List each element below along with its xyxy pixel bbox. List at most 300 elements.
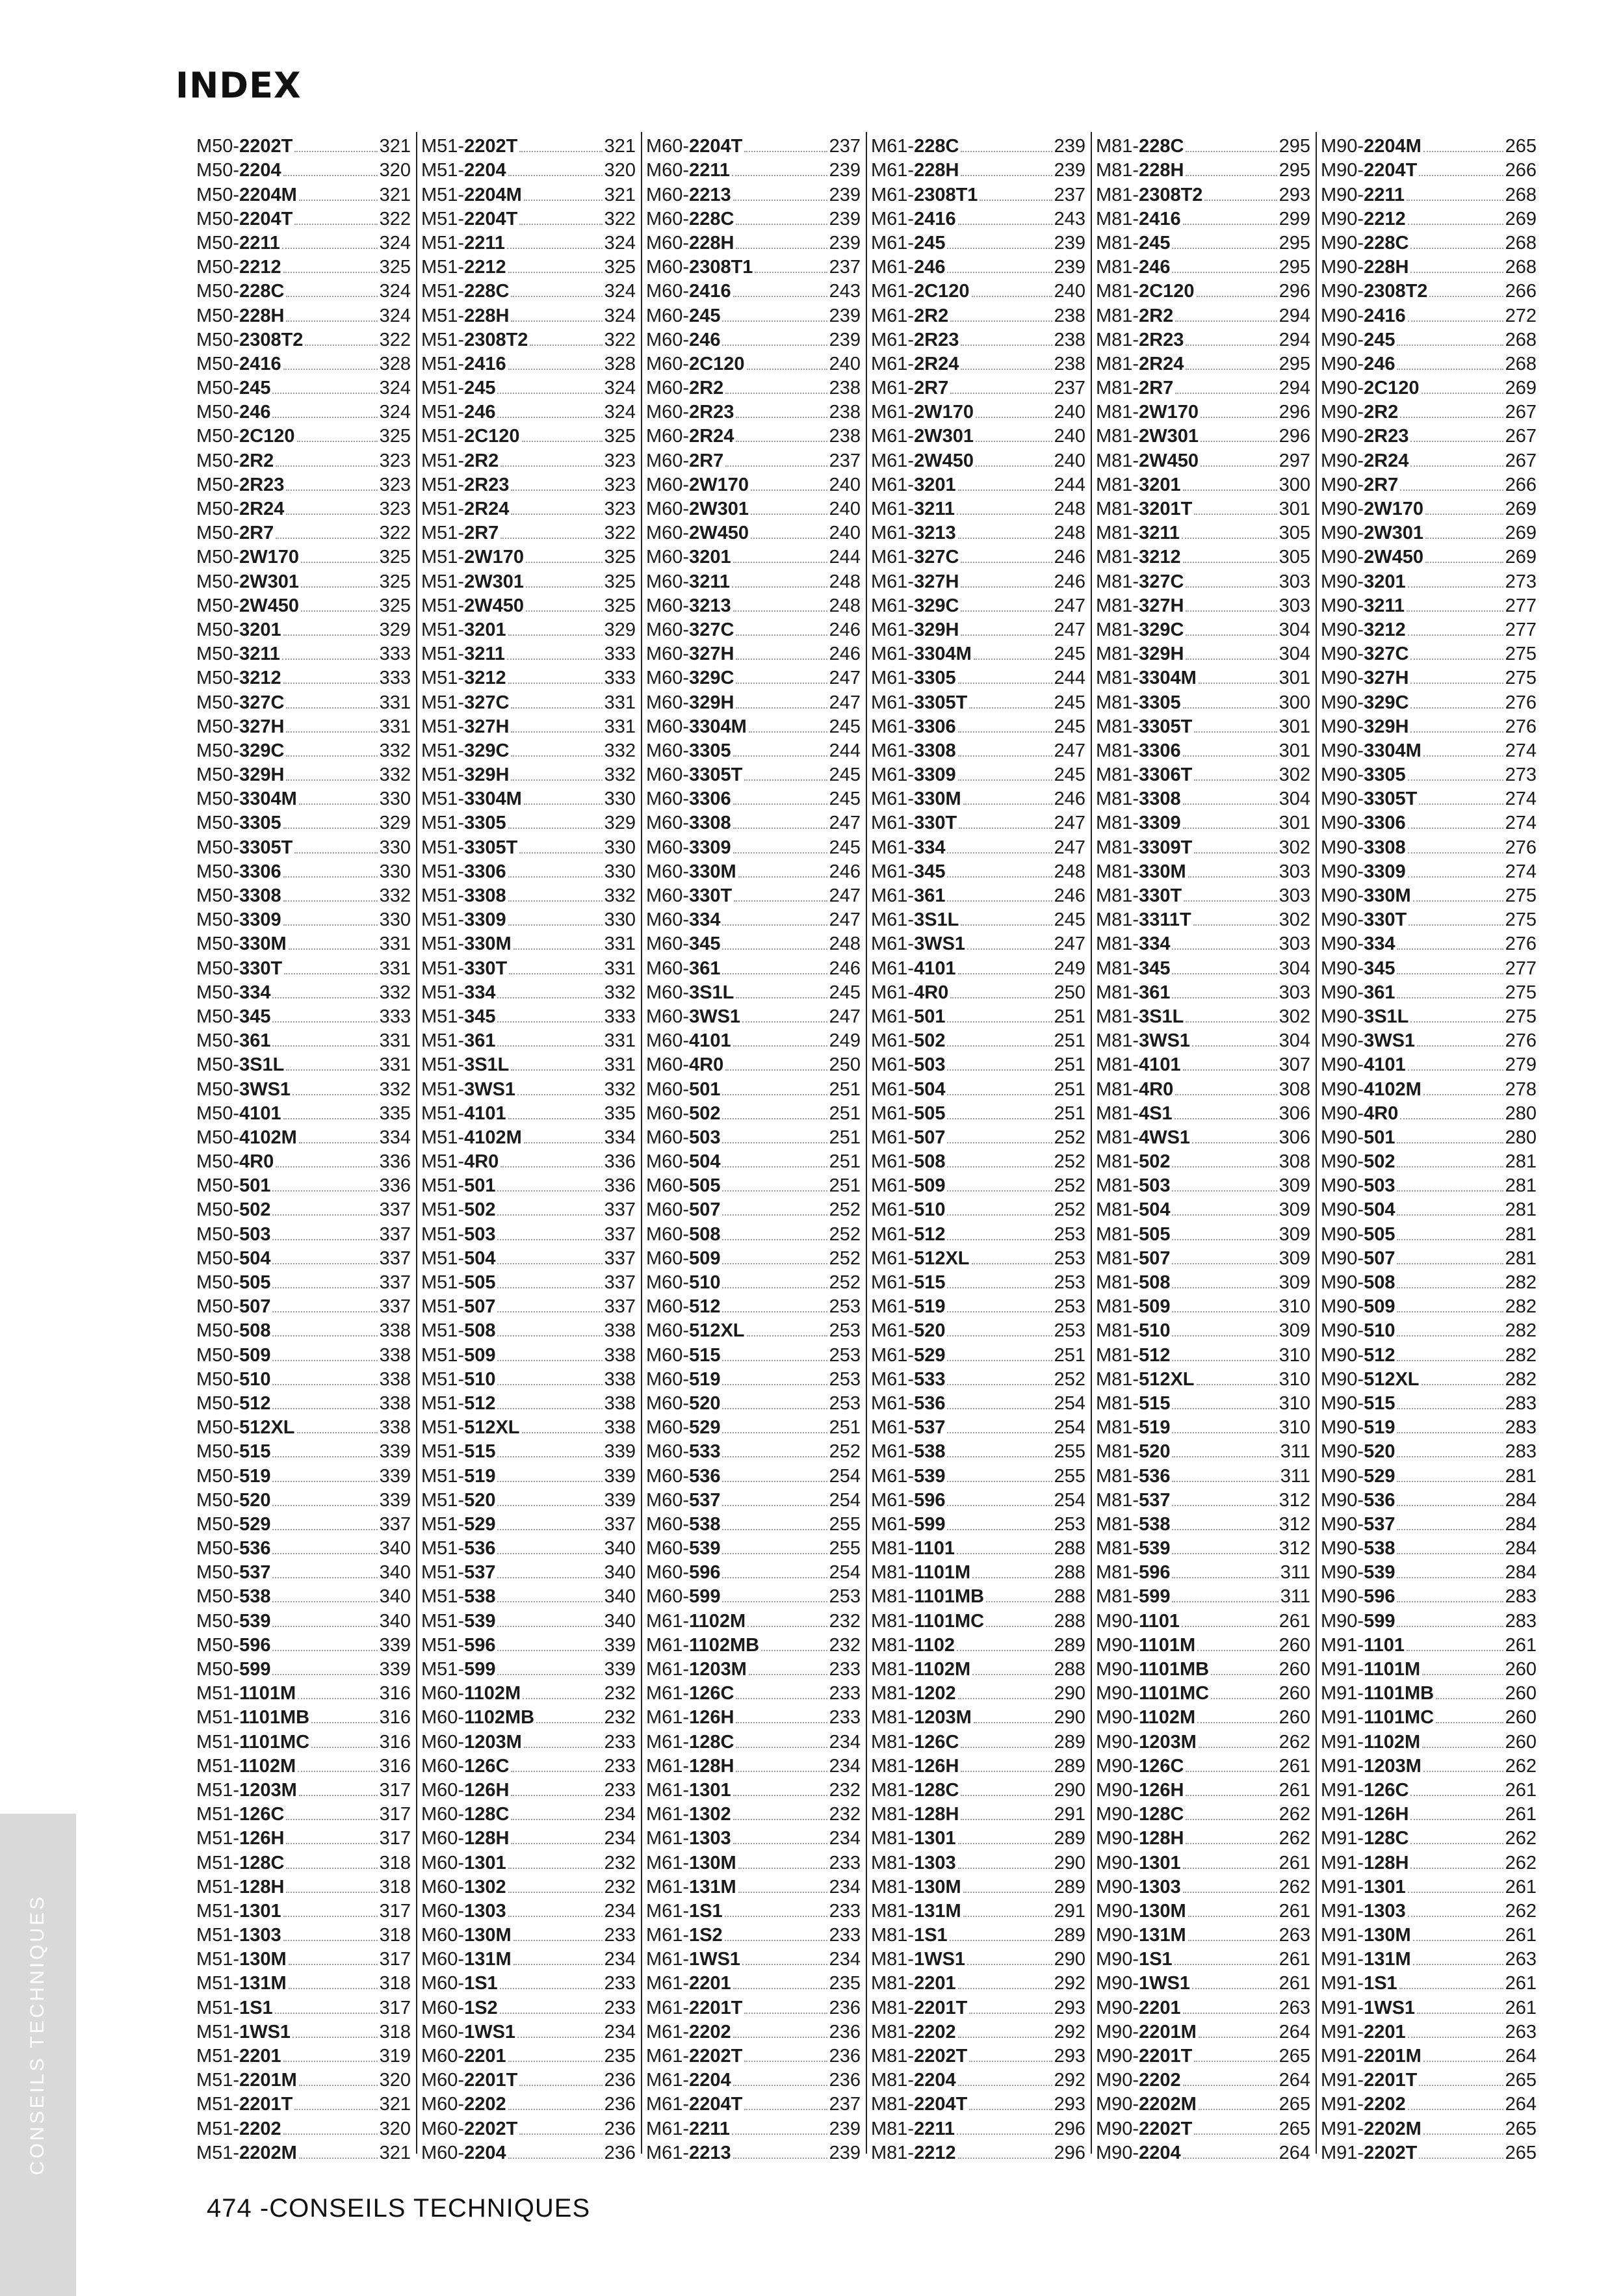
entry-page: 274 bbox=[1505, 813, 1537, 833]
entry-series: M51- bbox=[421, 1078, 465, 1099]
entry-page: 274 bbox=[1505, 789, 1537, 809]
dot-leader bbox=[976, 441, 1052, 442]
entry-page: 282 bbox=[1505, 1296, 1537, 1317]
entry-code bbox=[1321, 1829, 1409, 1848]
index-entry bbox=[1321, 229, 1537, 253]
entry-series: M81- bbox=[1096, 353, 1139, 374]
dot-leader bbox=[1172, 1360, 1277, 1361]
index-entry bbox=[871, 1220, 1085, 1244]
entry-page: 232 bbox=[604, 1852, 636, 1873]
entry-code bbox=[1096, 452, 1199, 471]
dot-leader bbox=[1199, 2037, 1277, 2038]
entry-reference: 501 bbox=[914, 1006, 946, 1026]
entry-code bbox=[871, 1442, 945, 1461]
entry-reference: 2R7 bbox=[1364, 474, 1399, 495]
entry-page: 289 bbox=[1054, 1876, 1085, 1897]
entry-code bbox=[421, 1201, 495, 1220]
dot-leader bbox=[508, 1118, 603, 1119]
entry-code bbox=[646, 839, 731, 857]
entry-reference: 510 bbox=[1139, 1320, 1171, 1341]
entry-code bbox=[871, 1418, 945, 1437]
entry-page: 251 bbox=[1054, 1054, 1085, 1075]
entry-page: 333 bbox=[604, 644, 636, 664]
index-entry bbox=[1321, 616, 1537, 640]
dot-leader bbox=[722, 345, 827, 346]
entry-code bbox=[1096, 1587, 1170, 1606]
index-entry bbox=[646, 1026, 861, 1050]
dot-leader bbox=[725, 465, 827, 467]
entry-page: 310 bbox=[1279, 1344, 1310, 1365]
entry-series: M60- bbox=[646, 329, 690, 350]
index-entry bbox=[1321, 1631, 1537, 1655]
entry-reference: 2R7 bbox=[464, 523, 499, 543]
entry-reference: 4102M bbox=[239, 1127, 297, 1147]
index-entry bbox=[196, 301, 411, 325]
entry-series: M90- bbox=[1321, 1441, 1364, 1462]
entry-code bbox=[1321, 1491, 1395, 1510]
index-entry bbox=[421, 543, 636, 567]
entry-page: 335 bbox=[604, 1102, 636, 1123]
dot-leader bbox=[1194, 2133, 1277, 2135]
entry-code bbox=[421, 282, 509, 301]
entry-page: 274 bbox=[1505, 740, 1537, 761]
entry-series: M60- bbox=[646, 426, 690, 447]
entry-series: M51- bbox=[421, 1127, 465, 1147]
entry-reference: 334 bbox=[914, 837, 946, 857]
entry-reference: 512XL bbox=[464, 1417, 520, 1438]
index-entry bbox=[421, 1993, 636, 2017]
index-entry bbox=[871, 567, 1085, 591]
entry-series: M50- bbox=[196, 378, 240, 398]
entry-series: M51- bbox=[421, 644, 465, 664]
index-column bbox=[192, 132, 417, 2163]
dot-leader bbox=[950, 1940, 1052, 1941]
entry-code bbox=[646, 258, 753, 277]
dot-leader bbox=[519, 2085, 602, 2086]
entry-series: M90- bbox=[1096, 1900, 1139, 1921]
entry-code bbox=[421, 1539, 495, 1558]
entry-code bbox=[196, 1515, 270, 1534]
entry-series: M81- bbox=[1096, 958, 1139, 978]
dot-leader bbox=[722, 1505, 827, 1506]
index-entry bbox=[1321, 1606, 1537, 1630]
dot-leader bbox=[1183, 489, 1277, 491]
entry-page: 245 bbox=[829, 982, 861, 1002]
entry-series: M81- bbox=[1096, 813, 1139, 833]
index-entry bbox=[1096, 374, 1310, 398]
entry-series: M90- bbox=[1321, 571, 1364, 592]
index-entry bbox=[1096, 833, 1310, 857]
dot-leader bbox=[1425, 562, 1503, 563]
entry-page: 277 bbox=[1505, 619, 1537, 640]
entry-series: M61- bbox=[871, 885, 915, 906]
entry-series: M51- bbox=[421, 1368, 465, 1389]
entry-page: 233 bbox=[604, 1731, 636, 1752]
entry-page: 324 bbox=[379, 281, 411, 302]
entry-series: M91- bbox=[1321, 1876, 1364, 1897]
entry-reference: 2212 bbox=[914, 2142, 956, 2163]
entry-page: 249 bbox=[829, 1030, 861, 1051]
entry-series: M81- bbox=[871, 2142, 915, 2163]
entry-reference: 505 bbox=[914, 1102, 946, 1123]
entry-reference: 3309T bbox=[1139, 837, 1193, 857]
entry-reference: 1301 bbox=[1364, 1876, 1406, 1897]
entry-series: M61- bbox=[871, 1054, 915, 1075]
entry-code bbox=[1321, 742, 1422, 761]
entry-series: M81- bbox=[1096, 1102, 1139, 1123]
dot-leader bbox=[1413, 1964, 1503, 1965]
entry-code bbox=[1321, 403, 1398, 422]
entry-code bbox=[871, 2144, 956, 2163]
entry-page: 275 bbox=[1505, 644, 1537, 664]
entry-reference: 126H bbox=[689, 1707, 734, 1728]
entry-code bbox=[421, 548, 524, 567]
index-entry bbox=[1321, 1026, 1537, 1050]
entry-series: M50- bbox=[196, 305, 240, 326]
index-entry bbox=[1096, 1340, 1310, 1364]
dot-leader bbox=[286, 1069, 377, 1071]
index-entry bbox=[421, 1316, 636, 1340]
entry-series: M50- bbox=[196, 1368, 240, 1389]
entry-series: M61- bbox=[871, 668, 915, 688]
dot-leader bbox=[522, 1432, 603, 1433]
entry-reference: 3309 bbox=[1364, 861, 1406, 881]
entry-page: 310 bbox=[1279, 1392, 1310, 1413]
entry-reference: 327H bbox=[1139, 595, 1184, 616]
entry-code bbox=[646, 1153, 720, 1171]
entry-code bbox=[1321, 984, 1395, 1002]
index-entry bbox=[871, 301, 1085, 325]
entry-page: 338 bbox=[379, 1392, 411, 1413]
dot-leader bbox=[294, 151, 377, 152]
entry-reference: 1301 bbox=[914, 1828, 956, 1849]
dot-leader bbox=[1186, 151, 1277, 152]
index-entry bbox=[646, 326, 861, 350]
entry-reference: 128H bbox=[689, 1755, 734, 1776]
entry-reference: 228H bbox=[1364, 257, 1409, 278]
entry-series: M91- bbox=[1321, 1731, 1364, 1752]
dot-leader bbox=[1409, 924, 1503, 926]
entry-series: M60- bbox=[421, 1973, 465, 1994]
entry-code bbox=[1096, 524, 1180, 543]
dot-leader bbox=[1410, 1843, 1503, 1844]
entry-reference: 1102MB bbox=[464, 1707, 535, 1728]
entry-page: 246 bbox=[829, 958, 861, 978]
dot-leader bbox=[749, 731, 827, 733]
entry-code bbox=[1321, 718, 1409, 737]
entry-series: M51- bbox=[421, 208, 465, 229]
index-entry bbox=[421, 688, 636, 712]
index-entry bbox=[421, 881, 636, 906]
entry-reference: 2R7 bbox=[1139, 378, 1174, 398]
entry-page: 301 bbox=[1279, 740, 1310, 761]
entry-page: 234 bbox=[829, 1876, 861, 1897]
entry-page: 247 bbox=[1054, 933, 1085, 954]
dot-leader bbox=[1194, 514, 1277, 515]
entry-reference: 334 bbox=[689, 909, 721, 930]
dot-leader bbox=[497, 1311, 602, 1312]
dot-leader bbox=[733, 828, 827, 829]
index-entry bbox=[646, 519, 861, 543]
entry-series: M50- bbox=[196, 257, 240, 278]
entry-page: 325 bbox=[604, 571, 636, 592]
dot-leader bbox=[733, 1795, 827, 1796]
entry-page: 248 bbox=[1054, 499, 1085, 519]
entry-reference: 2202M bbox=[1139, 2094, 1197, 2115]
entry-series: M61- bbox=[646, 1949, 690, 1970]
entry-code bbox=[646, 161, 730, 180]
entry-page: 274 bbox=[1505, 861, 1537, 881]
entry-reference: 512 bbox=[1139, 1344, 1171, 1365]
dot-leader bbox=[1423, 1771, 1503, 1772]
entry-code bbox=[421, 1563, 495, 1582]
index-entry bbox=[196, 2090, 411, 2114]
entry-code bbox=[871, 137, 959, 156]
entry-page: 290 bbox=[1054, 1779, 1085, 1800]
index-entry bbox=[646, 1897, 861, 1921]
entry-reference: 128C bbox=[1139, 1804, 1184, 1825]
dot-leader bbox=[497, 1553, 602, 1554]
index-entry bbox=[1321, 422, 1537, 446]
dot-leader bbox=[736, 248, 827, 249]
entry-page: 338 bbox=[379, 1320, 411, 1341]
entry-code bbox=[646, 1249, 720, 1268]
entry-code bbox=[421, 524, 499, 543]
dot-leader bbox=[497, 1263, 602, 1264]
entry-page: 325 bbox=[604, 595, 636, 616]
entry-series: M81- bbox=[1096, 644, 1139, 664]
index-entry bbox=[646, 398, 861, 422]
entry-code bbox=[871, 1394, 945, 1413]
entry-code bbox=[1321, 379, 1420, 398]
entry-reference: 508 bbox=[914, 1151, 946, 1172]
entry-series: M90- bbox=[1321, 1223, 1364, 1244]
entry-code bbox=[196, 1056, 284, 1075]
entry-reference: 361 bbox=[914, 885, 946, 906]
entry-page: 338 bbox=[604, 1368, 636, 1389]
entry-code bbox=[196, 1999, 273, 2018]
entry-code bbox=[1096, 1298, 1170, 1316]
entry-series: M51- bbox=[421, 595, 465, 616]
dot-leader bbox=[1397, 1360, 1503, 1361]
entry-page: 251 bbox=[1054, 1030, 1085, 1051]
entry-series: M51- bbox=[196, 1755, 240, 1776]
dot-leader bbox=[1172, 1190, 1277, 1192]
index-entry bbox=[196, 1147, 411, 1171]
dot-leader bbox=[961, 610, 1052, 612]
entry-page: 261 bbox=[1505, 1925, 1537, 1946]
dot-leader bbox=[1423, 755, 1503, 757]
entry-page: 295 bbox=[1279, 353, 1310, 374]
entry-code bbox=[196, 814, 281, 833]
entry-code bbox=[1321, 355, 1395, 374]
dot-leader bbox=[947, 900, 1052, 902]
index-entry bbox=[646, 1510, 861, 1534]
entry-reference: 519 bbox=[239, 1465, 271, 1486]
dot-leader bbox=[736, 224, 827, 225]
entry-page: 253 bbox=[1054, 1320, 1085, 1341]
entry-series: M50- bbox=[196, 1030, 240, 1051]
dot-leader bbox=[1201, 441, 1277, 442]
entry-reference: 2R24 bbox=[914, 353, 959, 374]
entry-reference: 4102M bbox=[464, 1127, 522, 1147]
entry-code bbox=[1096, 984, 1170, 1002]
entry-reference: 2W450 bbox=[914, 450, 974, 471]
entry-page: 309 bbox=[1279, 1223, 1310, 1244]
entry-page: 246 bbox=[1054, 885, 1085, 906]
dot-leader bbox=[958, 731, 1052, 733]
entry-series: M51- bbox=[421, 764, 465, 785]
dot-leader bbox=[511, 707, 602, 709]
entry-series: M60- bbox=[646, 644, 690, 664]
entry-reference: 502 bbox=[1364, 1151, 1396, 1172]
dot-leader bbox=[722, 1432, 827, 1433]
index-entry bbox=[871, 1873, 1085, 1897]
entry-page: 253 bbox=[1054, 1223, 1085, 1244]
index-entry bbox=[1096, 301, 1310, 325]
entry-series: M81- bbox=[871, 1610, 915, 1631]
entry-page: 325 bbox=[379, 595, 411, 616]
dot-leader bbox=[733, 755, 827, 757]
entry-page: 330 bbox=[379, 837, 411, 857]
entry-series: M50- bbox=[196, 450, 240, 471]
index-entry bbox=[646, 1848, 861, 1872]
index-entry bbox=[421, 2018, 636, 2042]
entry-series: M60- bbox=[646, 1272, 690, 1292]
entry-page: 236 bbox=[604, 2118, 636, 2139]
dot-leader bbox=[733, 296, 827, 297]
entry-reference: 509 bbox=[689, 1247, 721, 1268]
entry-series: M51- bbox=[421, 1272, 465, 1292]
index-entry bbox=[196, 1873, 411, 1897]
entry-reference: 2204T bbox=[1364, 160, 1418, 181]
dot-leader bbox=[961, 586, 1052, 588]
entry-page: 337 bbox=[604, 1513, 636, 1534]
dot-leader bbox=[1172, 1577, 1278, 1578]
index-entry bbox=[1096, 1389, 1310, 1413]
index-entry bbox=[646, 1679, 861, 1703]
index-entry bbox=[1321, 2090, 1537, 2114]
entry-code bbox=[1321, 1733, 1420, 1752]
entry-series: M50- bbox=[196, 1513, 240, 1534]
entry-reference: 126H bbox=[1364, 1804, 1409, 1825]
index-entry bbox=[1096, 1365, 1310, 1389]
entry-series: M61- bbox=[646, 1997, 690, 2018]
entry-series: M60- bbox=[421, 1683, 465, 1704]
dot-leader bbox=[497, 1335, 602, 1337]
entry-reference: 3S1L bbox=[464, 1054, 510, 1075]
entry-series: M61- bbox=[871, 1392, 915, 1413]
entry-page: 338 bbox=[379, 1417, 411, 1438]
entry-series: M51- bbox=[421, 692, 465, 712]
entry-code bbox=[646, 427, 734, 446]
dot-leader bbox=[736, 1771, 827, 1772]
entry-series: M61- bbox=[871, 232, 915, 253]
entry-page: 293 bbox=[1279, 184, 1310, 205]
entry-reference: 130M bbox=[689, 1852, 736, 1873]
dot-leader bbox=[497, 1626, 602, 1627]
index-entry bbox=[1321, 446, 1537, 470]
index-entry bbox=[646, 1220, 861, 1244]
dot-leader bbox=[1419, 2158, 1503, 2159]
dot-leader bbox=[947, 272, 1052, 273]
entry-code bbox=[196, 427, 295, 446]
entry-page: 276 bbox=[1505, 837, 1537, 857]
entry-reference: 508 bbox=[464, 1320, 496, 1341]
dot-leader bbox=[508, 2158, 603, 2159]
dot-leader bbox=[947, 1384, 1052, 1385]
dot-leader bbox=[1183, 803, 1277, 805]
entry-page: 247 bbox=[829, 813, 861, 833]
dot-leader bbox=[283, 2061, 378, 2062]
entry-reference: 3201T bbox=[1139, 499, 1193, 519]
entry-reference: 1101MB bbox=[239, 1707, 310, 1728]
entry-code bbox=[1321, 1225, 1395, 1244]
entry-code bbox=[1096, 1974, 1190, 1993]
entry-code bbox=[1096, 1950, 1173, 1969]
entry-series: M61- bbox=[871, 1513, 915, 1534]
entry-reference: 361 bbox=[689, 958, 721, 978]
entry-code bbox=[1321, 161, 1417, 180]
entry-page: 334 bbox=[604, 1127, 636, 1147]
entry-series: M60- bbox=[646, 1006, 690, 1026]
index-entry bbox=[421, 737, 636, 761]
entry-reference: 510 bbox=[239, 1368, 271, 1389]
dot-leader bbox=[497, 1529, 602, 1530]
dot-leader bbox=[1397, 369, 1503, 370]
entry-series: M50- bbox=[196, 1634, 240, 1655]
index-entry bbox=[1321, 1099, 1537, 1123]
entry-page: 262 bbox=[1279, 1876, 1310, 1897]
entry-code bbox=[196, 1878, 284, 1897]
dot-leader bbox=[1397, 1239, 1503, 1240]
entry-reference: 536 bbox=[1364, 1489, 1396, 1510]
entry-page: 253 bbox=[829, 1586, 861, 1607]
index-entry bbox=[646, 1921, 861, 1945]
dot-leader bbox=[736, 683, 827, 684]
entry-page: 245 bbox=[829, 789, 861, 809]
entry-reference: 2W450 bbox=[239, 595, 299, 616]
entry-series: M61- bbox=[646, 2094, 690, 2115]
entry-series: M60- bbox=[646, 813, 690, 833]
index-entry bbox=[871, 640, 1085, 664]
dot-leader bbox=[961, 1747, 1052, 1748]
entry-page: 269 bbox=[1505, 378, 1537, 398]
entry-page: 284 bbox=[1505, 1538, 1537, 1559]
entry-series: M51- bbox=[196, 1997, 240, 2018]
entry-code bbox=[421, 1128, 522, 1147]
entry-reference: 4101 bbox=[914, 958, 956, 978]
index-entry bbox=[1321, 1220, 1537, 1244]
dot-leader bbox=[511, 1819, 602, 1820]
index-entry bbox=[1321, 1075, 1537, 1099]
entry-reference: 502 bbox=[1139, 1151, 1171, 1172]
entry-reference: 2202M bbox=[1364, 2118, 1422, 2139]
entry-code bbox=[871, 2095, 967, 2114]
entry-series: M61- bbox=[871, 571, 915, 592]
entry-reference: 3308 bbox=[464, 885, 506, 906]
entry-code bbox=[646, 355, 745, 374]
entry-series: M51- bbox=[421, 1441, 465, 1462]
dot-leader bbox=[734, 900, 827, 902]
entry-reference: 539 bbox=[1364, 1562, 1396, 1583]
index-entry bbox=[1096, 350, 1310, 374]
dot-leader bbox=[747, 369, 827, 370]
entry-page: 275 bbox=[1505, 885, 1537, 906]
entry-page: 235 bbox=[829, 1973, 861, 1994]
entry-series: M90- bbox=[1096, 1779, 1139, 1800]
entry-page: 265 bbox=[1505, 2070, 1537, 2091]
